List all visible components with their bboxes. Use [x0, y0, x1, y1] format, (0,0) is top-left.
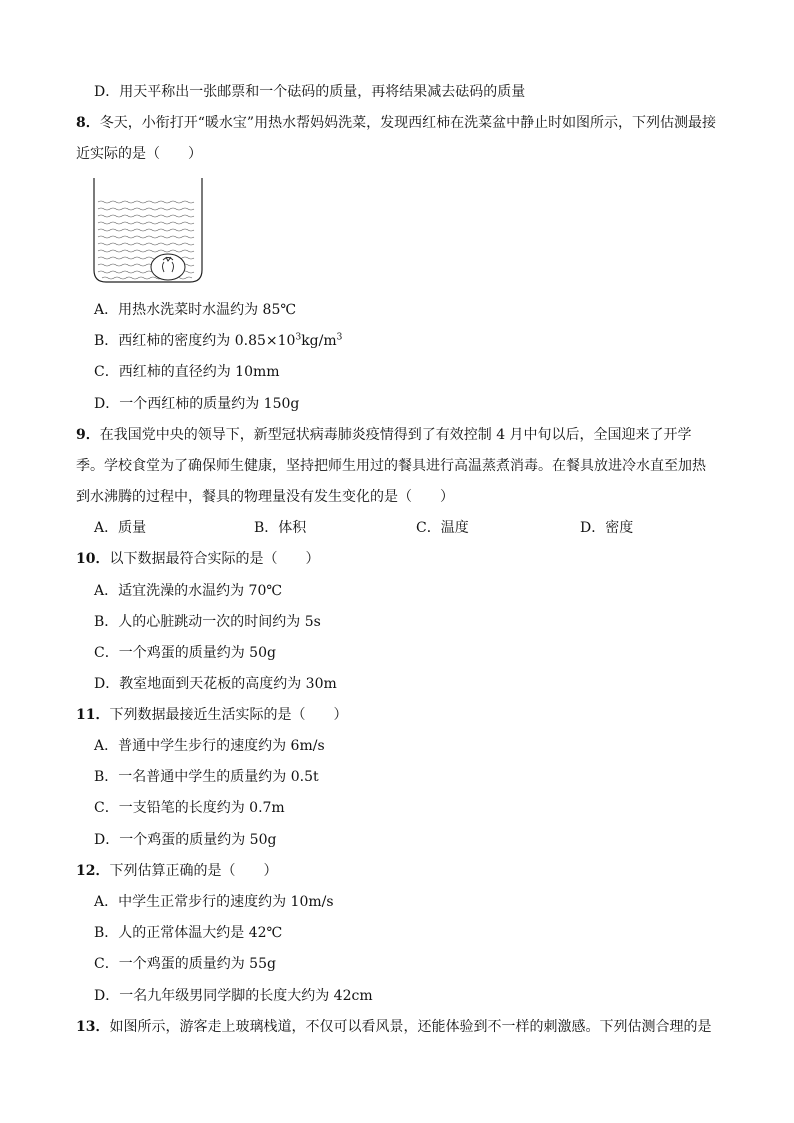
q11-stem — [76, 705, 347, 725]
basin-tomato-figure — [90, 178, 206, 286]
q9-option-b: B．体积 — [254, 520, 307, 536]
q9-stem-line2: 季。学校食堂为了确保师生健康，坚持把师生用过的餐具进行高温蒸煮消毒。在餐具放进冷水直至加热 — [76, 458, 706, 474]
q11-number: 11． — [76, 707, 110, 723]
q8-option-b-unit-exp: 3 — [336, 332, 343, 343]
q8-stem-line2: 近实际的是（ ） — [76, 146, 202, 162]
q8-option-b-unit: kg/m — [301, 333, 337, 349]
q12-stem — [76, 861, 277, 881]
basin-water — [94, 198, 202, 282]
q9-option-c: C．温度 — [416, 520, 469, 536]
q8-option-c: C．西红柿的直径约为 10mm — [94, 364, 280, 380]
q10-option-c: C．一个鸡蛋的质量约为 50g — [94, 645, 276, 661]
q8-option-b-exp: 3 — [295, 332, 302, 343]
q9-number: 9． — [76, 427, 100, 443]
q9-stem-line1 — [76, 425, 692, 445]
q11-option-a: A．普通中学生步行的速度约为 6m/s — [94, 738, 325, 754]
q9-stem-line3: 到水沸腾的过程中，餐具的物理量没有发生变化的是（ ） — [76, 489, 454, 505]
q9-stem-text1: 在我国党中央的领导下，新型冠状病毒肺炎疫情得到了有效控制 4 月中旬以后，全国迎来了开学 — [99, 427, 692, 443]
q11-option-d: D．一个鸡蛋的质量约为 50g — [94, 832, 277, 848]
q11-option-c: C．一支铅笔的长度约为 0.7m — [94, 800, 285, 816]
q8-stem-line1 — [76, 113, 716, 133]
q8-option-b-text: B．西红柿的密度约为 0.85×10 — [94, 333, 296, 349]
q12-number: 12． — [76, 863, 110, 879]
q8-number: 8． — [76, 115, 100, 131]
q10-option-a: A．适宜洗澡的水温约为 70℃ — [94, 583, 283, 599]
q7-option-d: D．用天平称出一张邮票和一个砝码的质量，再将结果减去砝码的质量 — [94, 84, 526, 100]
q12-option-b: B．人的正常体温大约是 42℃ — [94, 925, 283, 941]
q12-option-a: A．中学生正常步行的速度约为 10m/s — [94, 894, 334, 910]
q9-option-a: A．质量 — [94, 520, 147, 536]
q10-option-b: B．人的心脏跳动一次的时间约为 5s — [94, 614, 321, 630]
tomato-icon — [151, 254, 185, 280]
q10-stem — [76, 549, 319, 569]
q8-option-b — [94, 331, 342, 351]
q13-stem-text: 如图所示，游客走上玻璃栈道，不仅可以看风景，还能体验到不一样的刺激感。下列估测合理的是 — [109, 1019, 712, 1035]
q10-stem-text: 以下数据最符合实际的是（ ） — [109, 551, 320, 567]
q11-stem-text: 下列数据最接近生活实际的是（ ） — [109, 707, 348, 723]
q12-option-d: D．一名九年级男同学脚的长度大约为 42cm — [94, 988, 373, 1004]
q11-option-b: B．一名普通中学生的质量约为 0.5t — [94, 769, 319, 785]
q12-stem-text: 下列估算正确的是（ ） — [109, 863, 278, 879]
q13-stem — [76, 1017, 711, 1037]
q9-option-d: D．密度 — [580, 520, 634, 536]
q10-option-d: D．教室地面到天花板的高度约为 30m — [94, 676, 337, 692]
q12-option-c: C．一个鸡蛋的质量约为 55g — [94, 956, 276, 972]
q8-stem-text1: 冬天，小衔打开“暖水宝”用热水帮妈妈洗菜，发现西红柿在洗菜盆中静止时如图所示，下列估测最接 — [99, 115, 717, 131]
q10-number: 10． — [76, 551, 110, 567]
q13-number: 13． — [76, 1019, 110, 1035]
q8-option-d: D．一个西红柿的质量约为 150g — [94, 396, 300, 412]
q8-option-a: A．用热水洗菜时水温约为 85℃ — [94, 302, 297, 318]
